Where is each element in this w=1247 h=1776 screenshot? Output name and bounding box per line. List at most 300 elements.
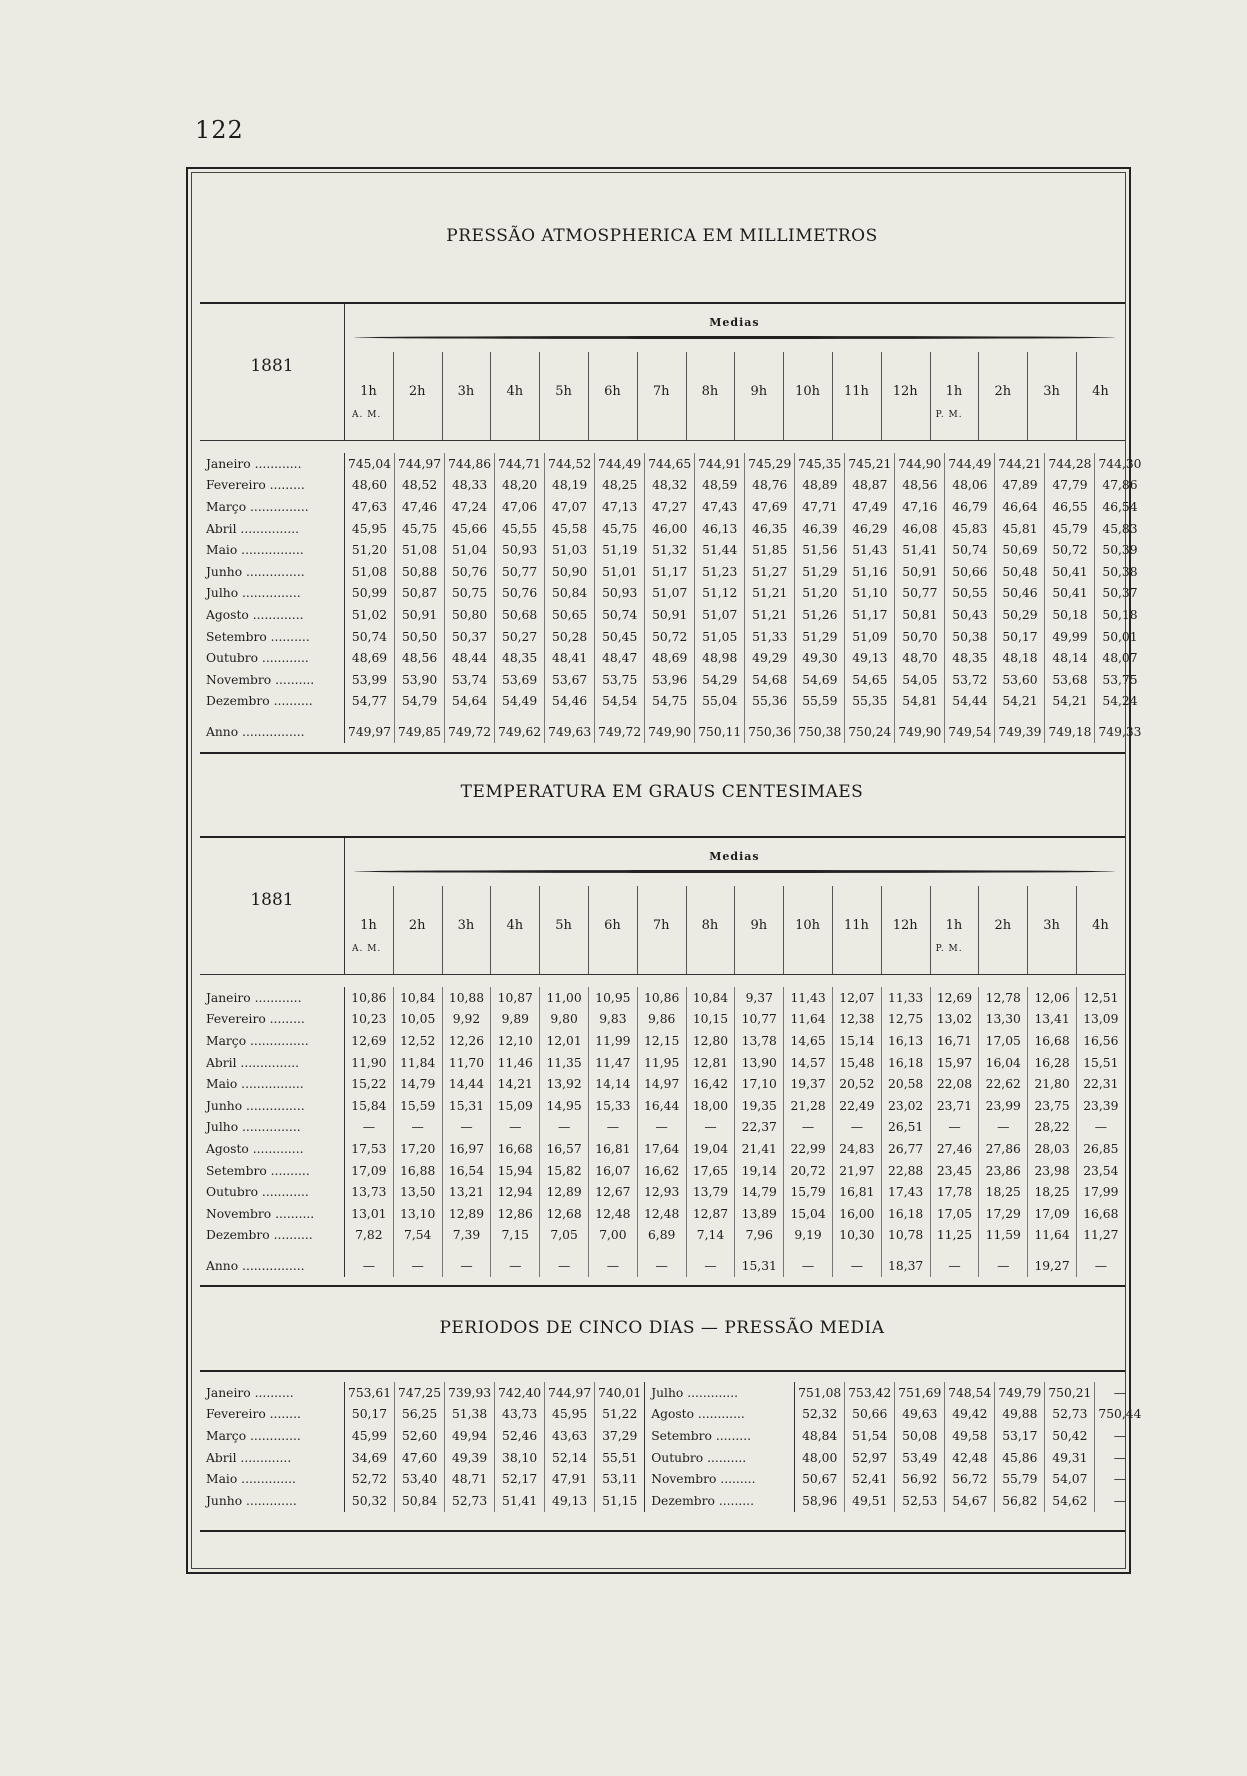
value-cell: 53,99 — [345, 669, 395, 691]
value-cell: 53,17 — [995, 1425, 1045, 1447]
medias-label: Medias — [709, 316, 760, 329]
month-label — [200, 1490, 345, 1512]
value-cell: 16,44 — [637, 1095, 686, 1117]
header-column-line — [539, 886, 540, 974]
month-name: Dezembro — [651, 1493, 715, 1508]
value-cell: 56,72 — [945, 1468, 995, 1490]
value-cell: 7,05 — [540, 1225, 589, 1247]
month-label — [200, 1030, 345, 1052]
leader-dots: ............. — [248, 1141, 304, 1156]
value-cell: 49,51 — [845, 1490, 895, 1512]
value-cell: 27,86 — [979, 1138, 1028, 1160]
value-cell: 16,18 — [881, 1052, 930, 1074]
value-cell: 54,75 — [645, 691, 695, 713]
hour-header: 11h — [843, 918, 869, 933]
value-cell: 9,37 — [735, 987, 784, 1009]
pm-label: P. M. — [935, 410, 963, 420]
value-cell: 49,99 — [1045, 626, 1095, 648]
value-cell: 47,89 — [995, 475, 1045, 497]
value-cell: 51,05 — [695, 626, 745, 648]
value-cell: 28,22 — [1028, 1117, 1077, 1139]
value-cell: 51,22 — [595, 1404, 645, 1426]
value-cell: — — [979, 1117, 1028, 1139]
value-cell: 16,07 — [588, 1160, 637, 1182]
value-cell: 50,72 — [1045, 539, 1095, 561]
value-cell: 54,68 — [745, 669, 795, 691]
value-cell: 28,03 — [1028, 1138, 1077, 1160]
value-cell: 48,41 — [545, 647, 595, 669]
value-cell: — — [1095, 1425, 1145, 1447]
value-cell: 23,98 — [1028, 1160, 1077, 1182]
header-column-line — [930, 352, 931, 440]
value-cell: 48,87 — [845, 475, 895, 497]
value-cell: — — [784, 1246, 833, 1277]
value-cell: 49,39 — [445, 1447, 495, 1469]
value-cell: 10,95 — [588, 987, 637, 1009]
value-cell: 47,06 — [495, 496, 545, 518]
month-label — [200, 583, 345, 605]
month-name: Janeiro — [206, 456, 251, 471]
value-cell: 53,67 — [545, 669, 595, 691]
value-cell: 21,41 — [735, 1138, 784, 1160]
value-cell: — — [1095, 1447, 1145, 1469]
am-label: A. M. — [352, 410, 382, 420]
leader-dots: ......... — [714, 1493, 754, 1508]
value-cell: 22,62 — [979, 1073, 1028, 1095]
value-cell: 48,06 — [945, 475, 995, 497]
table-row — [200, 1009, 1125, 1031]
value-cell: 51,20 — [345, 539, 395, 561]
month-name: Maio — [206, 1077, 238, 1092]
header-column-line — [783, 352, 784, 440]
value-cell: 53,49 — [895, 1447, 945, 1469]
hour-header: 8h — [701, 918, 719, 933]
value-cell: 12,07 — [832, 987, 881, 1009]
value-cell: 48,00 — [795, 1447, 845, 1469]
value-cell: 52,72 — [345, 1468, 395, 1490]
value-cell: 749,33 — [1095, 712, 1145, 743]
value-cell: 739,93 — [445, 1382, 495, 1404]
value-cell: 50,91 — [645, 604, 695, 626]
value-cell: 51,04 — [445, 539, 495, 561]
value-cell: 9,89 — [491, 1009, 540, 1031]
table-row — [200, 626, 1145, 648]
value-cell: 48,59 — [695, 475, 745, 497]
value-cell: 12,86 — [491, 1203, 540, 1225]
month-label — [200, 1073, 345, 1095]
table-row — [200, 1160, 1125, 1182]
value-cell: 46,35 — [745, 518, 795, 540]
month-label — [200, 1181, 345, 1203]
value-cell: 48,25 — [595, 475, 645, 497]
value-cell: 17,29 — [979, 1203, 1028, 1225]
value-cell: 47,91 — [545, 1468, 595, 1490]
value-cell: 749,90 — [895, 712, 945, 743]
value-cell: 50,41 — [1045, 583, 1095, 605]
value-cell: 54,21 — [1045, 691, 1095, 713]
value-cell: 45,86 — [995, 1447, 1045, 1469]
month-name: Outubro — [206, 651, 259, 666]
value-cell: 47,79 — [1045, 475, 1095, 497]
hour-header: 7h — [652, 384, 670, 399]
month-name: Fevereiro — [206, 1407, 266, 1422]
value-cell: 11,84 — [393, 1052, 442, 1074]
value-cell: 46,08 — [895, 518, 945, 540]
header-column-line — [978, 352, 979, 440]
value-cell: 45,79 — [1045, 518, 1095, 540]
value-cell: 12,87 — [686, 1203, 735, 1225]
value-cell: 45,83 — [1095, 518, 1145, 540]
value-cell: 17,20 — [393, 1138, 442, 1160]
table-row — [200, 1052, 1125, 1074]
value-cell: 48,71 — [445, 1468, 495, 1490]
value-cell: 52,53 — [895, 1490, 945, 1512]
leader-dots: .......... — [250, 1385, 294, 1400]
header-column-line — [734, 886, 735, 974]
value-cell: 50,45 — [595, 626, 645, 648]
value-cell: 50,27 — [495, 626, 545, 648]
value-cell: 744,97 — [395, 453, 445, 475]
table-row — [200, 539, 1145, 561]
value-cell: 49,13 — [545, 1490, 595, 1512]
hour-header: 10h — [795, 918, 821, 933]
value-cell: 51,43 — [845, 539, 895, 561]
value-cell: 53,96 — [645, 669, 695, 691]
value-cell: 48,89 — [795, 475, 845, 497]
value-cell: — — [491, 1246, 540, 1277]
value-cell: 13,79 — [686, 1181, 735, 1203]
value-cell: 52,73 — [1045, 1404, 1095, 1426]
value-cell: 745,29 — [745, 453, 795, 475]
value-cell: 12,15 — [637, 1030, 686, 1052]
leader-dots: .......... — [269, 1228, 313, 1243]
month-name: Agosto — [206, 607, 249, 622]
value-cell: 753,61 — [345, 1382, 395, 1404]
month-label — [645, 1425, 795, 1447]
value-cell: 745,21 — [845, 453, 895, 475]
month-label — [200, 539, 345, 561]
value-cell: 23,75 — [1028, 1095, 1077, 1117]
value-cell: 51,12 — [695, 583, 745, 605]
value-cell: — — [1095, 1382, 1145, 1404]
value-cell: 13,10 — [393, 1203, 442, 1225]
leader-dots: ......... — [716, 1472, 756, 1487]
hour-header: 1h — [360, 918, 377, 933]
value-cell: 50,17 — [995, 626, 1045, 648]
month-name: Outubro — [651, 1450, 704, 1465]
value-cell: 749,72 — [445, 712, 495, 743]
table-row — [200, 1447, 1144, 1469]
hour-header: 9h — [750, 918, 768, 933]
leader-dots: .......... — [266, 629, 310, 644]
value-cell: 12,68 — [540, 1203, 589, 1225]
value-cell: 52,14 — [545, 1447, 595, 1469]
year-label: 1881 — [250, 356, 294, 376]
hour-header: 3h — [457, 918, 475, 933]
table-row — [200, 1138, 1125, 1160]
value-cell: 15,79 — [784, 1181, 833, 1203]
value-cell: 50,70 — [895, 626, 945, 648]
value-cell: 16,68 — [1028, 1030, 1077, 1052]
value-cell: 749,72 — [595, 712, 645, 743]
value-cell: 7,82 — [345, 1225, 394, 1247]
leader-dots: ............... — [246, 499, 309, 514]
value-cell: 53,90 — [395, 669, 445, 691]
hour-header: 5h — [555, 384, 572, 399]
value-cell: 11,99 — [588, 1030, 637, 1052]
value-cell: 50,69 — [995, 539, 1045, 561]
value-cell: 54,67 — [945, 1490, 995, 1512]
temperature-table — [200, 987, 1125, 1277]
value-cell: 51,16 — [845, 561, 895, 583]
month-name: Anno — [206, 724, 239, 739]
year-label: 1881 — [250, 890, 294, 910]
value-cell: 50,50 — [395, 626, 445, 648]
value-cell: 744,71 — [495, 453, 545, 475]
hour-header: 7h — [652, 918, 670, 933]
month-name: Junho — [206, 1493, 243, 1508]
value-cell: 51,54 — [845, 1425, 895, 1447]
value-cell: 50,93 — [495, 539, 545, 561]
value-cell: — — [686, 1117, 735, 1139]
value-cell: 46,39 — [795, 518, 845, 540]
value-cell: 48,44 — [445, 647, 495, 669]
value-cell: 14,57 — [784, 1052, 833, 1074]
month-label — [200, 1009, 345, 1031]
pressure-table-wrap — [200, 453, 1145, 743]
value-cell: 12,93 — [637, 1181, 686, 1203]
month-label — [200, 1404, 345, 1426]
month-name: Abril — [206, 1055, 237, 1070]
value-cell: 749,39 — [995, 712, 1045, 743]
value-cell: 54,29 — [695, 669, 745, 691]
value-cell: 9,19 — [784, 1225, 833, 1247]
month-name: Dezembro — [206, 1228, 270, 1243]
value-cell: 27,46 — [930, 1138, 979, 1160]
value-cell: 744,21 — [995, 453, 1045, 475]
value-cell: 13,01 — [345, 1203, 394, 1225]
table-row — [200, 1203, 1125, 1225]
leader-dots: ............ — [694, 1407, 745, 1422]
value-cell: — — [930, 1117, 979, 1139]
value-cell: — — [1076, 1246, 1124, 1277]
value-cell: — — [491, 1117, 540, 1139]
value-cell: 37,29 — [595, 1425, 645, 1447]
hour-header: 2h — [994, 918, 1012, 933]
value-cell: 50,29 — [995, 604, 1045, 626]
header-column-line — [1076, 886, 1077, 974]
leader-dots: .......... — [703, 1450, 747, 1465]
value-cell: — — [393, 1117, 442, 1139]
value-cell: 23,99 — [979, 1095, 1028, 1117]
value-cell: 48,14 — [1045, 647, 1095, 669]
value-cell: 45,83 — [945, 518, 995, 540]
value-cell: 49,42 — [945, 1404, 995, 1426]
value-cell: 12,48 — [588, 1203, 637, 1225]
value-cell: 51,17 — [845, 604, 895, 626]
month-label — [200, 1160, 345, 1182]
value-cell: 52,73 — [445, 1490, 495, 1512]
value-cell: 55,04 — [695, 691, 745, 713]
value-cell: 54,49 — [495, 691, 545, 713]
value-cell: 6,89 — [637, 1225, 686, 1247]
value-cell: 45,75 — [395, 518, 445, 540]
value-cell: 51,19 — [595, 539, 645, 561]
leader-dots: ............. — [242, 1493, 297, 1508]
value-cell: 744,28 — [1045, 453, 1095, 475]
value-cell: 7,14 — [686, 1225, 735, 1247]
value-cell: 7,00 — [588, 1225, 637, 1247]
hour-header: 4h — [506, 918, 524, 933]
value-cell: 11,00 — [540, 987, 589, 1009]
value-cell: 21,28 — [784, 1095, 833, 1117]
value-cell: 45,95 — [545, 1404, 595, 1426]
value-cell: 50,08 — [895, 1425, 945, 1447]
value-cell: 9,86 — [637, 1009, 686, 1031]
value-cell: 18,00 — [686, 1095, 735, 1117]
value-cell: 11,47 — [588, 1052, 637, 1074]
value-cell: — — [930, 1246, 979, 1277]
value-cell: 17,78 — [930, 1181, 979, 1203]
value-cell: 751,69 — [895, 1382, 945, 1404]
hour-header: 2h — [994, 384, 1012, 399]
table-row — [200, 1225, 1125, 1247]
value-cell: 50,28 — [545, 626, 595, 648]
value-cell: 15,59 — [393, 1095, 442, 1117]
value-cell: 22,88 — [881, 1160, 930, 1182]
value-cell: 10,30 — [832, 1225, 881, 1247]
table-row — [200, 1073, 1125, 1095]
month-name: Março — [206, 1428, 247, 1443]
value-cell: 747,25 — [395, 1382, 445, 1404]
value-cell: 19,27 — [1028, 1246, 1077, 1277]
value-cell: 749,97 — [345, 712, 395, 743]
value-cell: 23,54 — [1076, 1160, 1124, 1182]
value-cell: 9,92 — [442, 1009, 491, 1031]
value-cell: 47,60 — [395, 1447, 445, 1469]
value-cell: 750,36 — [745, 712, 795, 743]
value-cell: 17,10 — [735, 1073, 784, 1095]
value-cell: 13,50 — [393, 1181, 442, 1203]
value-cell: 48,20 — [495, 475, 545, 497]
table-row — [200, 1425, 1144, 1447]
value-cell: 18,37 — [881, 1246, 930, 1277]
value-cell: 16,81 — [588, 1138, 637, 1160]
value-cell: 54,05 — [895, 669, 945, 691]
leader-dots: .......... — [271, 672, 315, 687]
value-cell: 50,32 — [345, 1490, 395, 1512]
value-cell: 54,54 — [595, 691, 645, 713]
month-label — [200, 626, 345, 648]
value-cell: 53,40 — [395, 1468, 445, 1490]
month-name: Março — [206, 499, 247, 514]
value-cell: 54,65 — [845, 669, 895, 691]
value-cell: 50,37 — [1095, 583, 1145, 605]
value-cell: 749,18 — [1045, 712, 1095, 743]
header-column-line — [881, 886, 882, 974]
month-name: Setembro — [206, 629, 267, 644]
value-cell: 51,29 — [795, 626, 845, 648]
value-cell: 54,44 — [945, 691, 995, 713]
leader-dots: ............ — [258, 1185, 309, 1200]
value-cell: 51,08 — [345, 561, 395, 583]
value-cell: 50,91 — [895, 561, 945, 583]
value-cell: 14,65 — [784, 1030, 833, 1052]
month-label — [200, 669, 345, 691]
value-cell: 21,80 — [1028, 1073, 1077, 1095]
value-cell: 23,71 — [930, 1095, 979, 1117]
value-cell: 10,78 — [881, 1225, 930, 1247]
month-label — [200, 453, 345, 475]
value-cell: 744,91 — [695, 453, 745, 475]
value-cell: 52,97 — [845, 1447, 895, 1469]
value-cell: 744,49 — [595, 453, 645, 475]
leader-dots: ............ — [258, 651, 309, 666]
value-cell: 749,54 — [945, 712, 995, 743]
header-column-line — [490, 886, 491, 974]
value-cell: 13,78 — [735, 1030, 784, 1052]
value-cell: 51,27 — [745, 561, 795, 583]
value-cell: 11,64 — [1028, 1225, 1077, 1247]
value-cell: 52,41 — [845, 1468, 895, 1490]
table-row — [200, 987, 1125, 1009]
value-cell: — — [686, 1246, 735, 1277]
value-cell: 53,69 — [495, 669, 545, 691]
value-cell: 16,54 — [442, 1160, 491, 1182]
value-cell: 51,38 — [445, 1404, 495, 1426]
value-cell: 56,82 — [995, 1490, 1045, 1512]
value-cell: 15,31 — [442, 1095, 491, 1117]
value-cell: 10,84 — [686, 987, 735, 1009]
value-cell: 19,37 — [784, 1073, 833, 1095]
value-cell: 48,47 — [595, 647, 645, 669]
header-column-line — [637, 886, 638, 974]
value-cell: 748,54 — [945, 1382, 995, 1404]
month-label — [200, 647, 345, 669]
value-cell: 15,33 — [588, 1095, 637, 1117]
value-cell: 750,44 — [1095, 1404, 1145, 1426]
value-cell: 46,29 — [845, 518, 895, 540]
value-cell: 14,14 — [588, 1073, 637, 1095]
value-cell: 53,75 — [1095, 669, 1145, 691]
value-cell: 51,21 — [745, 604, 795, 626]
value-cell: 13,90 — [735, 1052, 784, 1074]
month-label — [200, 561, 345, 583]
value-cell: 54,69 — [795, 669, 845, 691]
header-column-line — [881, 352, 882, 440]
value-cell: — — [442, 1117, 491, 1139]
month-label — [645, 1404, 795, 1426]
value-cell: 16,68 — [1076, 1203, 1124, 1225]
value-cell: 11,35 — [540, 1052, 589, 1074]
value-cell: — — [540, 1246, 589, 1277]
value-cell: 17,53 — [345, 1138, 394, 1160]
value-cell: 15,97 — [930, 1052, 979, 1074]
value-cell: 51,20 — [795, 583, 845, 605]
value-cell: 50,93 — [595, 583, 645, 605]
value-cell: 751,08 — [795, 1382, 845, 1404]
value-cell: 50,74 — [345, 626, 395, 648]
month-label — [200, 987, 345, 1009]
value-cell: 13,21 — [442, 1181, 491, 1203]
value-cell: 23,02 — [881, 1095, 930, 1117]
month-label — [200, 1425, 345, 1447]
value-cell: 14,79 — [735, 1181, 784, 1203]
value-cell: 12,52 — [393, 1030, 442, 1052]
table-row — [200, 1095, 1125, 1117]
value-cell: 50,68 — [495, 604, 545, 626]
month-name: Novembro — [206, 672, 272, 687]
